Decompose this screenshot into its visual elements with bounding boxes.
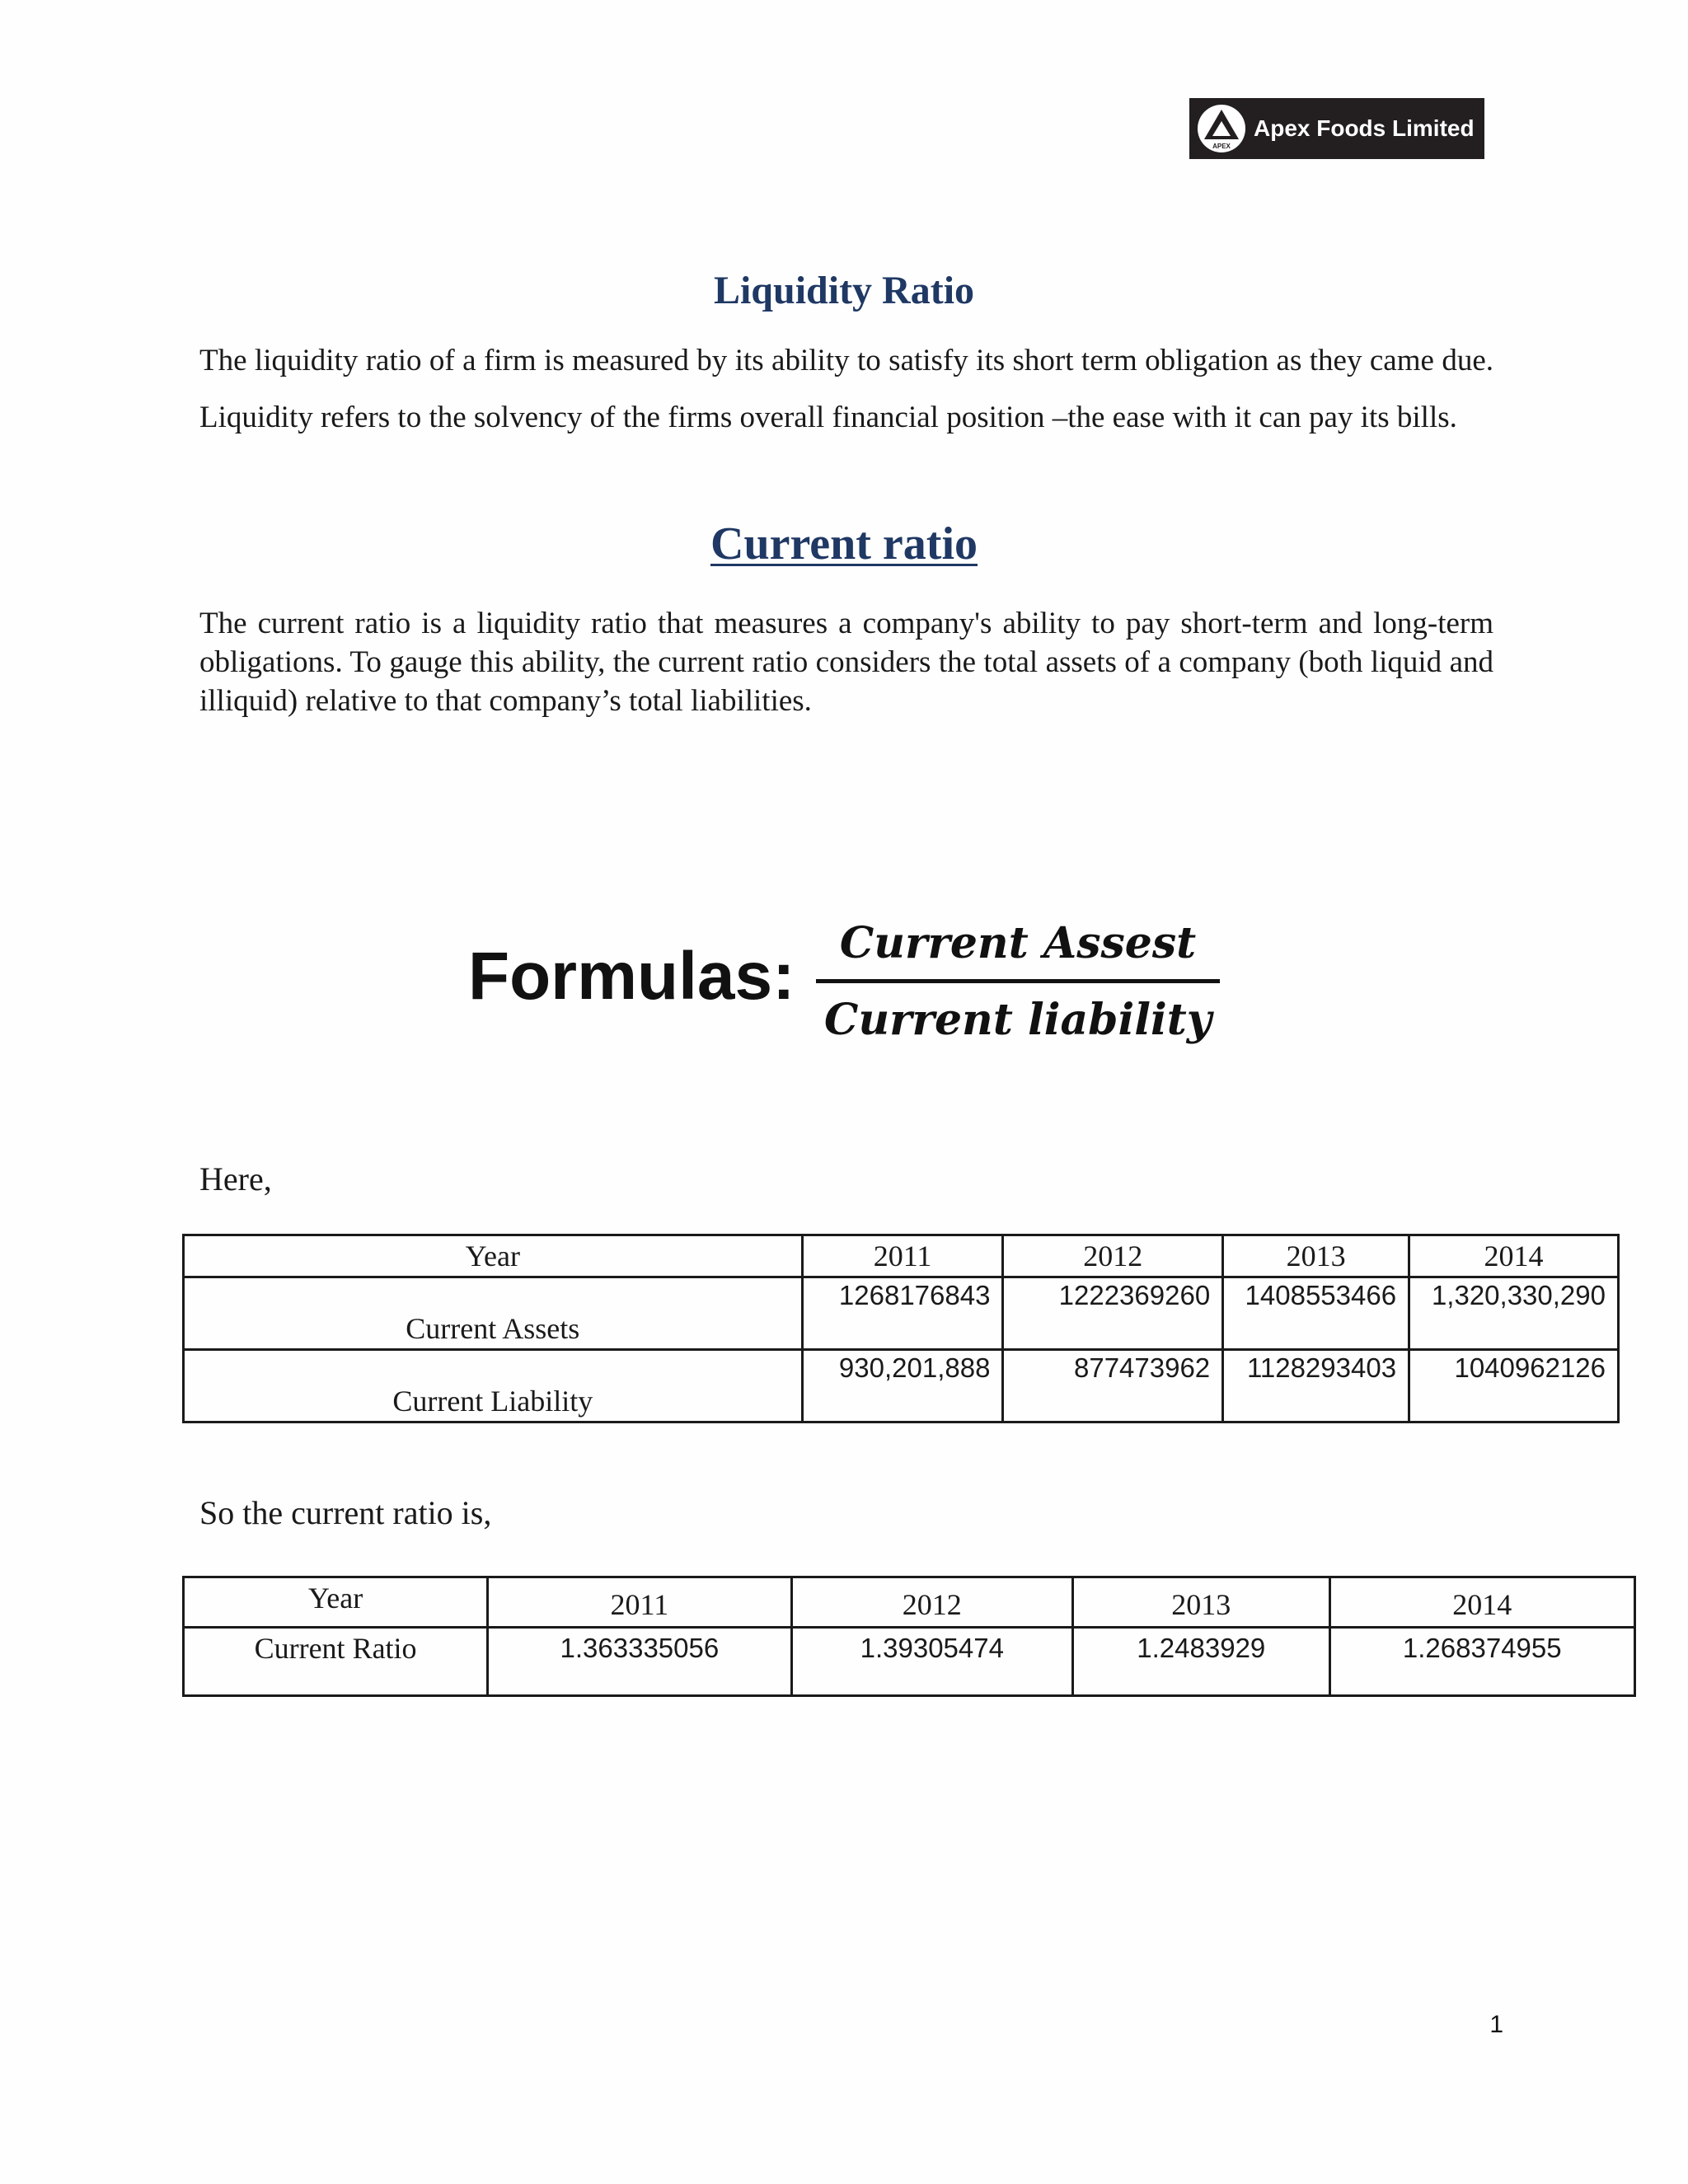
formula-numerator: Current Assest: [839, 918, 1197, 968]
ratio-cell: 1.268374955: [1329, 1628, 1634, 1696]
year-header: Year: [184, 1235, 803, 1277]
value-cell: 930,201,888: [802, 1350, 1003, 1422]
year-cell: 2014: [1329, 1577, 1634, 1628]
formula-denominator: Current liability: [823, 995, 1212, 1045]
table-row: [184, 1277, 1619, 1350]
value-cell: 1222369260: [1003, 1277, 1223, 1350]
table-row: [184, 1628, 1635, 1696]
formula-label: Formulas:: [468, 939, 795, 1014]
paragraph-liquidity: The liquidity ratio of a firm is measured by its ability to satisfy its short term obligation as they came due. Liquidity refers to the solvency of the firms overall financial position –the ease with it can pay its bills.: [199, 344, 1493, 434]
year-cell: 2012: [1003, 1235, 1223, 1277]
ratio-cell: 1.363335056: [488, 1628, 791, 1696]
here-text: Here,: [199, 1160, 272, 1197]
value-cell: 1040962126: [1409, 1350, 1619, 1422]
formula-fraction: [816, 915, 1220, 1049]
heading-current-ratio-text: Current ratio: [710, 518, 978, 569]
row-label-current-ratio: Current Ratio: [184, 1628, 488, 1696]
value-cell: 1,320,330,290: [1409, 1277, 1619, 1350]
so-text: So the current ratio is,: [199, 1494, 492, 1531]
table-row: [184, 1350, 1619, 1422]
company-logo: [1189, 98, 1484, 159]
ratio-cell: 1.39305474: [791, 1628, 1072, 1696]
row-label-current-assets: Current Assets: [184, 1277, 803, 1350]
value-cell: 1408553466: [1223, 1277, 1409, 1350]
year-cell: 2011: [802, 1235, 1003, 1277]
year-cell: 2014: [1409, 1235, 1619, 1277]
row-label-current-liability: Current Liability: [184, 1350, 803, 1422]
logo-name: Apex Foods Limited: [1254, 115, 1475, 141]
table-header-row: [184, 1235, 1619, 1277]
apex-logo-icon: [1196, 103, 1247, 154]
year-cell: 2011: [488, 1577, 791, 1628]
value-cell: 877473962: [1003, 1350, 1223, 1422]
logo-mark-text: APEX: [1212, 143, 1231, 150]
year-header: Year: [184, 1577, 488, 1628]
heading-liquidity-ratio: Liquidity Ratio: [713, 269, 975, 312]
fraction-bar: [816, 979, 1220, 983]
page-number: 1: [1489, 2011, 1503, 2038]
assets-liabilities-table: [182, 1234, 1620, 1423]
year-cell: 2013: [1073, 1577, 1330, 1628]
year-cell: 2013: [1223, 1235, 1409, 1277]
ratio-cell: 1.2483929: [1073, 1628, 1330, 1696]
value-cell: 1128293403: [1223, 1350, 1409, 1422]
current-ratio-table: [182, 1576, 1636, 1697]
value-cell: 1268176843: [802, 1277, 1003, 1350]
heading-current-ratio: [0, 515, 1688, 573]
paragraph-current-ratio: The current ratio is a liquidity ratio that measures a company's ability to pay short-term and long-term obligations. To gauge this ability, the current ratio considers the total assets of a company (both liquid and illiquid) relative to that company’s total liabilities.: [199, 607, 1493, 718]
table-header-row: [184, 1577, 1635, 1628]
year-cell: 2012: [791, 1577, 1072, 1628]
